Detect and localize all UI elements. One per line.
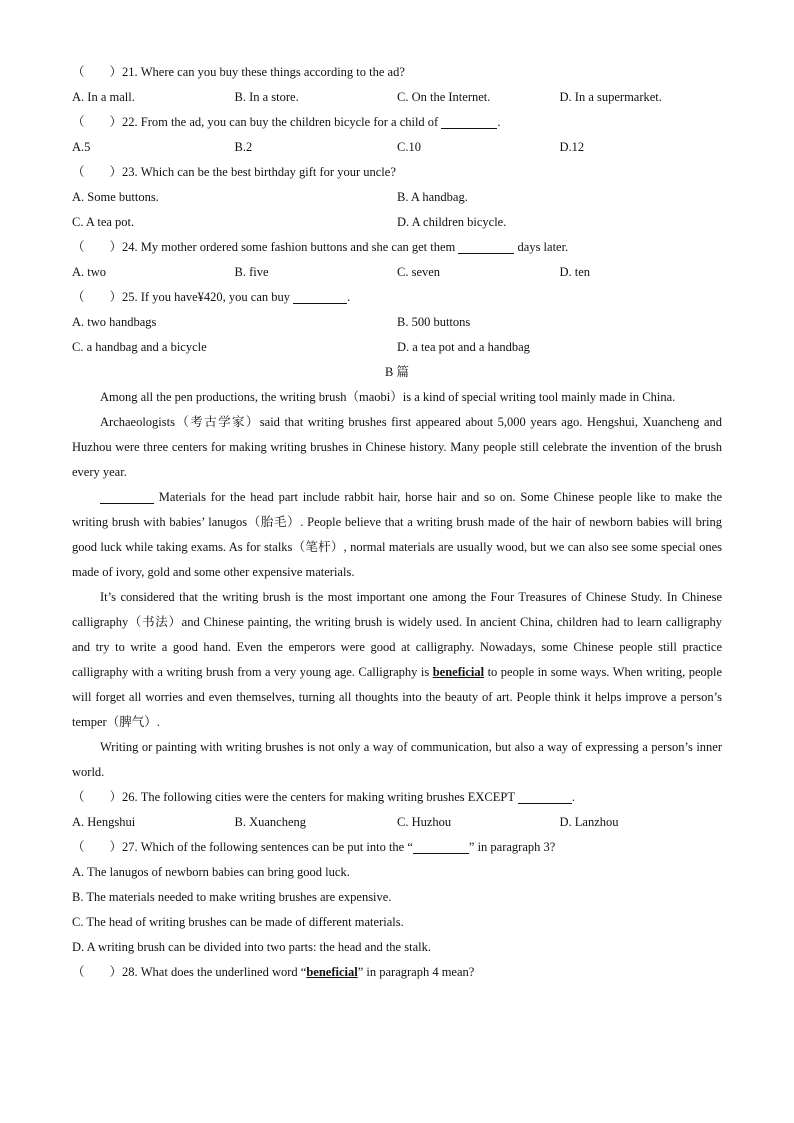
option: A. Hengshui (72, 815, 136, 829)
option: B. In a store. (234, 90, 299, 104)
question-27-option-c: C. The head of writing brushes can be made of different materials. (72, 915, 404, 929)
question-25-options-row2 (72, 335, 722, 360)
question-24-suffix: days later. (517, 240, 569, 254)
option: B.2 (234, 140, 253, 154)
option: A.5 (72, 140, 91, 154)
question-21-options (72, 85, 722, 110)
option: D. Lanzhou (559, 815, 619, 829)
option: C. a handbag and a bicycle (72, 340, 207, 354)
question-27-suffix: ” in paragraph 3? (468, 840, 556, 854)
passage-paragraph-5: Writing or painting with writing brushes is not only a way of communication, but also a way of expressing a person’s inner world. (72, 740, 722, 779)
option: B. 500 buttons (397, 315, 471, 329)
question-23-options-row1 (72, 185, 722, 210)
passage-paragraph-3 (72, 485, 722, 585)
option: D. In a supermarket. (559, 90, 662, 104)
option: C.10 (397, 140, 421, 154)
question-22-options (72, 135, 722, 160)
option: D.12 (559, 140, 585, 154)
question-24 (72, 235, 722, 260)
question-25 (72, 285, 722, 310)
answer-blank (413, 839, 469, 854)
option: C. Huzhou (397, 815, 452, 829)
question-23-text: （ ）23. Which can be the best birthday gift for your uncle? (72, 165, 396, 179)
option: B. A handbag. (397, 190, 468, 204)
option: A. Some buttons. (72, 190, 159, 204)
question-27-text: （ ）27. Which of the following sentences can be put into the “ (72, 840, 413, 854)
passage-paragraph-2: Archaeologists（考古学家）said that writing brushes first appeared about 5,000 years ago. Hengshui, Xuancheng and Huzhou were three centers for making writing brushes in Chinese history. Many people still celebrate the invention of the brush every year. (72, 415, 722, 479)
question-27-option-b: B. The materials needed to make writing brushes are expensive. (72, 890, 392, 904)
passage-paragraph-4 (72, 585, 722, 735)
question-22-text: （ ）22. From the ad, you can buy the children bicycle for a child of (72, 115, 439, 129)
answer-blank (518, 789, 572, 804)
option: D. A children bicycle. (397, 215, 507, 229)
underlined-word: beneficial (306, 965, 358, 979)
answer-blank (458, 239, 514, 254)
question-26-text: （ ）26. The following cities were the centers for making writing brushes EXCEPT (72, 790, 515, 804)
section-b-title: B 篇 (385, 365, 409, 379)
passage-paragraph-3-text: Materials for the head part include rabbit hair, horse hair and so on. Some Chinese people like to make the writing brush with babies’ lanugos（胎毛）. People believe that a writing brush made of the hair of newborn babies will bring good luck while taking exams. As for stalks（笔杆）, normal materials are usually wood, but we can also see some special ones made of ivory, gold and some other expensive materials. (72, 490, 722, 579)
exam-page (72, 60, 722, 985)
question-28 (72, 960, 722, 985)
question-22-suffix: . (497, 115, 501, 129)
question-28-suffix: ” in paragraph 4 mean? (357, 965, 475, 979)
question-24-options (72, 260, 722, 285)
question-26-suffix: . (571, 790, 575, 804)
question-22 (72, 110, 722, 135)
question-21-text: （ ）21. Where can you buy these things according to the ad? (72, 65, 405, 79)
underlined-word: beneficial (432, 665, 485, 679)
option: C. seven (397, 265, 441, 279)
question-27-option-d: D. A writing brush can be divided into two parts: the head and the stalk. (72, 940, 431, 954)
question-28-text: （ ）28. What does the underlined word “ (72, 965, 307, 979)
question-25-options-row1 (72, 310, 722, 335)
option: C. A tea pot. (72, 215, 135, 229)
option: B. Xuancheng (234, 815, 307, 829)
answer-blank (100, 489, 154, 504)
answer-blank (293, 289, 347, 304)
answer-blank (441, 114, 497, 129)
passage-paragraph-4-text-a: It’s considered that the writing brush is the most important one among the Four Treasures of Chinese Study. In Chinese calligraphy（书法）and Chinese painting, the writing brush is widely used. In ancient China, children had to learn calligraphy and try to write a good hand. Even the emperors were good at calligraphy. Nowadays, some Chinese people still practice calligraphy with a writing brush from a very young age. Calligraphy is (72, 590, 722, 679)
passage-paragraph-1: Among all the pen productions, the writing brush（maobi）is a kind of special writing tool mainly made in China. (100, 390, 676, 404)
question-25-suffix: . (347, 290, 351, 304)
question-26 (72, 785, 722, 810)
option: C. On the Internet. (397, 90, 491, 104)
question-27-option-a: A. The lanugos of newborn babies can bring good luck. (72, 865, 350, 879)
option: D. ten (559, 265, 591, 279)
question-23 (72, 160, 722, 185)
option: A. two (72, 265, 107, 279)
option: A. two handbags (72, 315, 157, 329)
option: D. a tea pot and a handbag (397, 340, 530, 354)
question-23-options-row2 (72, 210, 722, 235)
passage-paragraph-4-text-b: to people in some ways. When writing, people will forget all worries and even themselves, turning all thoughts into the beauty of art. People think it helps improve a person’s temper（脾气）. (72, 665, 723, 729)
question-26-options (72, 810, 722, 835)
option: B. five (234, 265, 269, 279)
question-25-text: （ ）25. If you have¥420, you can buy (72, 290, 291, 304)
question-27 (72, 835, 722, 860)
option: A. In a mall. (72, 90, 135, 104)
question-24-text: （ ）24. My mother ordered some fashion buttons and she can get them (72, 240, 456, 254)
question-21 (72, 60, 722, 85)
